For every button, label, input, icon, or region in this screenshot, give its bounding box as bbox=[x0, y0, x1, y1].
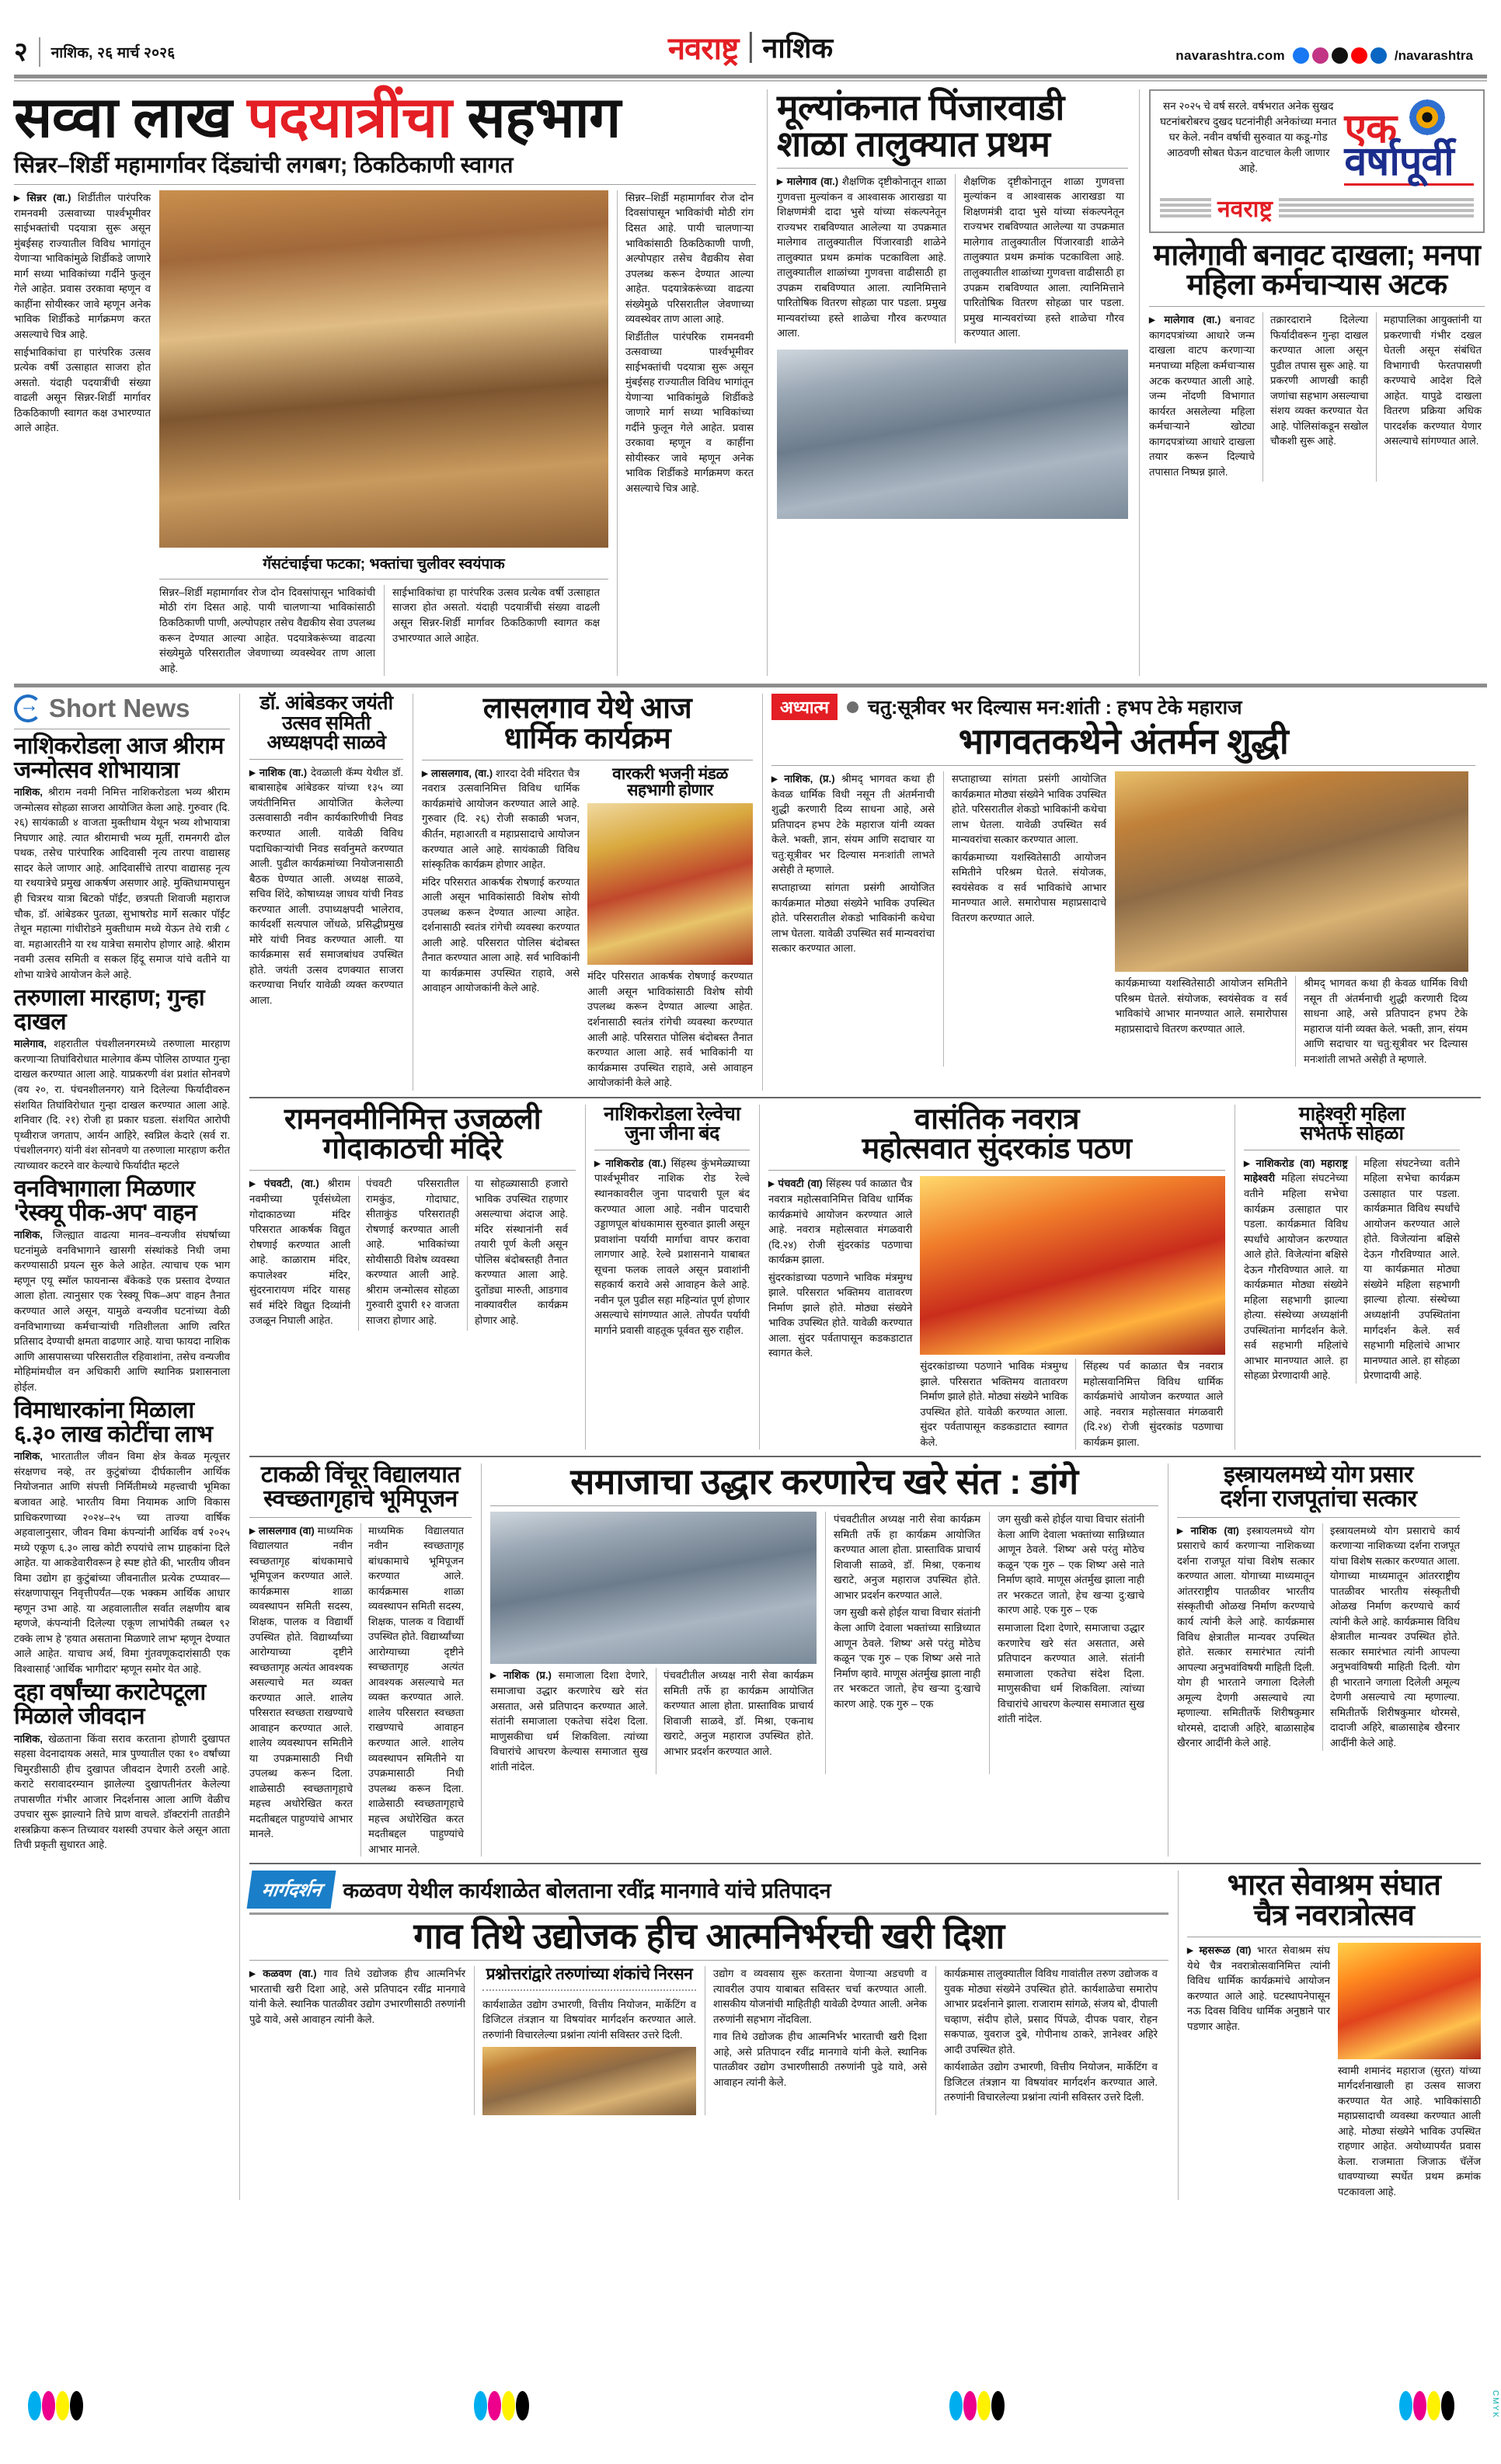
pinjarwadi-headline-line1: मूल्यांकनात पिंजारवाडी bbox=[777, 87, 1064, 127]
website-url[interactable]: navarashtra.com bbox=[1175, 47, 1285, 63]
israel-col1 bbox=[1177, 1523, 1315, 1751]
lead-headline-highlight: पदयात्रींचा bbox=[247, 86, 452, 149]
masthead-logo-group bbox=[668, 26, 833, 68]
row-a bbox=[249, 694, 1481, 1091]
lead-text-col3: साईभाविकांचा हा पारंपरिक उत्सव प्रत्येक वर्षी उत्साहात साजरा होत असतो. यंदाही पदयात्रींची संख्या वाढली असून सिन्नर-शिर्डी मार्गावर ठिकठिकाणी स्वागत कक्ष उभारण्यात आले आहेत. bbox=[384, 585, 600, 676]
malegaon-rule bbox=[1149, 306, 1485, 307]
story-malegaon bbox=[1149, 238, 1485, 482]
navratra-col3: सिंहस्थ पर्व काळात चैत्र नवरात्र महोत्सवानिमित्त विविध धार्मिक कार्यक्रमांचे आयोजन करण्यात आले आहे. नवरात्र महोत्सवात मंगळवारी (दि.२४) रोजी सुंदरकांड पठणाचा कार्यक्रम झाला. bbox=[1075, 1359, 1223, 1450]
lasalgaon-kicker-l1: वारकरी भजनी मंडळ bbox=[612, 764, 728, 783]
margadarshan-tag: मार्गदर्शन bbox=[247, 1871, 336, 1909]
sn1-headline: नाशिकरोडला आज श्रीराम जन्मोत्सव शोभायात्रा bbox=[14, 733, 224, 783]
lead-col4-text: सिन्नर–शिर्डी महामार्गावर रोज दोन दिवसांपासून भाविकांची मोठी रांग दिसत आहे. पायी चालणाऱ्या भाविकांसाठी ठिकठिकाणी पाणी, अल्पोपहार तसेच वैद्यकीय सेवा उपलब्ध करून देण्यात आल्या आहेत. पदयात्रेकरूंच्या वाढत्या संख्येमुळे परिसरातील जेवणाच्या व्यवस्थेवर ताण आला आहे. bbox=[625, 191, 754, 325]
swatch-black bbox=[991, 2391, 1005, 2420]
lasalgaon-headline-line2: धार्मिक कार्यक्रम bbox=[503, 722, 671, 755]
adhyatma-kicker: चतु:सूत्रीवर भर दिल्यास मन:शांती : हभप टेके महाराज bbox=[867, 697, 1242, 719]
takli-text: माध्यमिक विद्यालयात नवीन स्वच्छतागृह बांधकामाचे भूमिपूजन करण्यात आले. कार्यक्रमास शाळा व्यवस्थापन समिती सदस्य, शिक्षक, पालक व विद्यार्थी उपस्थित होते. विद्यार्थ्यांच्या आरोग्याच्या दृष्टीने स्वच्छतागृह अत्यंत आवश्यक असल्याचे मत व्यक्त करण्यात आले. शालेय परिसरात स्वच्छता राखण्याचे आवाहन करण्यात आले. शालेय व्यवस्थापन समितीने या उपक्रमासाठी निधी उपलब्ध करून दिला. शाळेसाठी स्वच्छतागृहाचे महत्त्व अधोरेखित करत मदतीबद्दल पाहुण्यांचे आभार मानले. bbox=[249, 1524, 353, 1840]
lasalgaon-col1b: मंदिर परिसरात आकर्षक रोषणाई करण्यात आली असून भाविकांसाठी विशेष सोयी उपलब्ध करून देण्यात आल्या आहेत. दर्शनासाठी स्वतंत्र रांगेची व्यवस्था करण्यात आली आहे. परिसरात पोलिस बंदोबस्त तैनात करण्यात आला आहे. सर्व भाविकांनी या कार्यक्रमास उपस्थित राहावे, असे आवाहन आयोजकांनी केले आहे. bbox=[422, 875, 580, 994]
row-b bbox=[249, 1102, 1481, 1450]
masthead-left bbox=[14, 37, 175, 67]
railway-dateline: ▶ नाशिकरोड (वा.) bbox=[594, 1157, 667, 1169]
godakath-headline-line2: गोदाकाठची मंदिरे bbox=[322, 1133, 503, 1166]
adhyatma-col3: कार्यक्रमाच्या यशस्वितेसाठी आयोजन समितीने परिश्रम घेतले. संयोजक, स्वयंसेवक व सर्व भाविकांचे आभार मानण्यात आले. समारोपास महाप्रसादाचे वितरण करण्यात आले. bbox=[1115, 977, 1287, 1035]
swatch-yellow bbox=[502, 2391, 515, 2420]
navarashtra-brand: नवराष्ट्र bbox=[1217, 196, 1273, 222]
logo-divider bbox=[749, 32, 751, 63]
sant-rule bbox=[490, 1505, 1158, 1506]
instagram-icon[interactable] bbox=[1312, 47, 1329, 64]
israel-rule bbox=[1177, 1517, 1460, 1518]
godakath-col1-text: श्रीराम नवमीच्या पूर्वसंध्येला गोदाकाठच्या मंदिर परिसरात आकर्षक विद्युत रोषणाई करण्यात आली आहे. काळाराम मंदिर, कपालेश्वर मंदिर, सुंदरनारायण मंदिर यासह सर्व मंदिरे विद्युत दिव्यांनी उजळून निघाली आहेत. bbox=[249, 1178, 350, 1327]
malegaon-headline-line2: महिला कर्मचाऱ्यास अटक bbox=[1186, 269, 1447, 302]
israel-dateline: ▶ नाशिक (वा) bbox=[1177, 1525, 1239, 1537]
adhyatma-col4: श्रीमद् भागवत कथा ही केवळ धार्मिक विधी नसून ती अंतर्मनाची शुद्धी करणारी दिव्य साधना आहे, असे प्रतिपादन हभप टेके महाराज यांनी व्यक्त केले. भक्ती, ज्ञान, संयम आणि सदाचार या चतु:सूत्रीवर भर दिल्यास मनःशांती लाभते असेही ते म्हणाले. bbox=[1295, 976, 1468, 1067]
godakath-col3: या सोहळ्यासाठी हजारो भाविक उपस्थित राहणार असल्याचा अंदाज आहे. मंदिर संस्थानांनी सर्व तयारी पूर्ण केली असून पोलिस बंदोबस्तही तैनात करण्यात आला आहे. दुतोंड्या मारुती, आडगाव नाक्यावरील कार्यक्रम होणार आहे. bbox=[467, 1176, 568, 1331]
adhyatma-col2-text: सप्ताहाच्या सांगता प्रसंगी आयोजित कार्यक्रमात मोठ्या संख्येने भाविक उपस्थित होते. परिसरातील शेकडो भाविकांनी कथेचा लाभ घेतला. यावेळी उपस्थित सर्व मान्यवरांचा सत्कार करण्यात आला. bbox=[952, 773, 1106, 846]
story-sant bbox=[481, 1463, 1158, 1857]
sant-photo bbox=[490, 1512, 817, 1664]
navratra-headline-line1: वासंतिक नवरात्र bbox=[914, 1102, 1079, 1136]
row-c bbox=[249, 1463, 1481, 1857]
pinjarwadi-body: शैक्षणिक दृष्टीकोनातून शाळा गुणवत्ता मुल्यांकन व आश्वासक आराखडा या शिक्षणमंत्री दादा भुसे यांच्या संकल्पनेतून राज्यभर राबविण्यात आलेल्या या उपक्रमात मालेगाव तालुक्यातील पिंजारवाडी शाळेने तालुक्यात प्रथम क्रमांक पटकाविला आहे. तालुक्यातील शाळांच्या गुणवत्ता वाढीसाठी हा उपक्रम राबविण्यात आला. त्यानिमित्ताने पारितोषिक वितरण सोहळा पार पडला. प्रमुख मान्यवरांच्या हस्ते शाळेचा गौरव करण्यात आला. bbox=[777, 175, 946, 339]
railway-text: सिंहस्थ कुंभमेळ्याच्या पार्श्वभूमीवर नाशिक रोड रेल्वे स्थानकावरील जुना पादचारी पूल बंद करण्यात आला आहे. नवीन पादचारी उड्डाणपूल बांधकामास सुरुवात झाली असून प्रवाशांना पर्यायी मार्गाचा वापर करावा लागणार आहे. रेल्वे प्रशासनाने याबाबत सूचना फलक लावले असून प्रवाशांनी सहकार्य करावे असे आवाहन केले आहे. नवीन पूल पुढील सहा महिन्यांत पूर्ण होणार असल्याचे सांगण्यात आले. तोपर्यंत पर्यायी मार्गाने प्रवासी वाहतूक पूर्ववत सुरु राहील. bbox=[594, 1157, 750, 1336]
sn5-text: खेळताना किंवा सराव करताना होणारी दुखापत सहसा वेदनादायक असते, मात्र पुण्यातील एका १० वर्षांच्या चिमुरडीसाठी हीच दुखापत जीवदान देणारी ठरली आहे. कराटे सरावादरम्यान झालेल्या दुखापतीनंतर केलेल्या तपासणीत गंभीर आजार निदर्शनास आला आणि वेळीच उपचार सुरू झाल्याने तिचे प्राण वाचले. डॉक्टरांनी तातडीने शस्त्रक्रिया करून तिच्यावर यशस्वी उपचार केले असून आता तिची प्रकृती सुधारत आहे. bbox=[14, 1732, 230, 1851]
margadarshan-subbox-title: प्रश्नोत्तरांद्वारे तरुणांच्या शंकांचे निरसन bbox=[486, 1965, 693, 1984]
malegaon-col1-text: बनावट कागदपत्रांच्या आधारे जन्म दाखला वाटप करणाऱ्या मनपाच्या महिला कर्मचाऱ्यास अटक करण्यात आली आहे. जन्म नोंदणी विभागात कार्यरत असलेल्या महिला कर्मचाऱ्याने खोट्या कागदपत्रांच्या आधारे दाखला तयार करून दिल्याचे तपासात निष्पन्न झाले. bbox=[1149, 314, 1255, 478]
lead-col4-text2: शिर्डीतील पारंपरिक रामनवमी उत्सवाच्या पार्श्वभूमीवर साईभक्तांची पदयात्रा सुरू असून मुंबईसह राज्यातील विविध भागांतून येणाऱ्या भाविकांमुळे शिर्डीकडे जाणारे मार्ग सध्या भाविकांच्या गर्दीने फुलून गेले आहेत. प्रवास उरकावा म्हणून व काहींना सोयीस्कर जावे म्हणून अनेक भाविक शिर्डीकडे मार्गक्रमण करत असल्याचे चित्र आहे. bbox=[625, 330, 754, 495]
sevashram-col1 bbox=[1187, 1943, 1330, 2200]
masthead bbox=[14, 0, 1487, 71]
takli-dateline: ▶ लासलगाव (वा) bbox=[249, 1525, 315, 1537]
youtube-icon[interactable] bbox=[1351, 47, 1367, 64]
sn4-text: भारतातील जीवन विमा क्षेत्र केवळ मृत्यूत्तर संरक्षणच नव्हे, तर कुटुंबांच्या दीर्घकालीन आर्थिक नियोजनात आणि संपत्ती निर्मितीमध्ये महत्त्वाची भूमिका बजावत आहे. भारतीय विमा नियामक आणि विकास प्राधिकरणाच्या २०२४–२५ च्या ताज्या वार्षिक अहवालानुसार, जीवन विमा कंपन्यांनी आर्थिक वर्ष २०२५ मध्ये एकूण ६.३० लाख कोटी रुपयांचे लाभ ग्राहकांना दिले आहेत. या आकडेवारीवरून हे स्पष्ट होते की, भारतीय जीवन विमा उद्योग हा कुटुंबांच्या जीवनातील प्रत्येक टप्प्यावर—संरक्षणापासून निवृत्तीपर्यंत—एक भक्कम आर्थिक आधार म्हणून उभा आहे. या अहवालातील सर्वात लक्षणीय बाब म्हणजे, कंपन्यांनी दिलेल्या एकूण लाभांपैकी तब्बल ९२ टक्के लाभ हे 'हयात असताना मिळणारे लाभ' म्हणून देण्यात आले आहेत. याचाच अर्थ, विमा गुंतवणूकदारांसाठी एक विश्वासार्ह 'आर्थिक भागीदार' म्हणून समोर येत आहे. bbox=[14, 1450, 230, 1675]
masthead-date: नाशिक, २६ मार्च २०२६ bbox=[50, 45, 176, 61]
pinjarwadi-text-col1 bbox=[777, 174, 946, 343]
ek-varshapurvi-box bbox=[1149, 89, 1485, 233]
pinjarwadi-headline-line2: शाळा तालुक्यात प्रथम bbox=[777, 123, 1050, 164]
story-godakath bbox=[249, 1102, 576, 1450]
swatch-cyan bbox=[1399, 2391, 1412, 2420]
sevashram-dateline: ▶ म्हसरूळ (वा) bbox=[1187, 1944, 1252, 1956]
railway-body bbox=[594, 1156, 750, 1338]
swatch-cyan bbox=[949, 2391, 963, 2420]
lead-col1-text: शिर्डीतील पारंपरिक रामनवमी उत्सवाच्या पार्श्वभूमीवर साईभक्तांची पदयात्रा सुरू असून मुंबईसह राज्यातील विविध भागांतून येणाऱ्या भाविकांमुळे शिर्डीकडे जाणारे मार्ग सध्या भाविकांच्या गर्दीने फुलून गेले आहेत. प्रवास उरकावा म्हणून व काहींना सोयीस्कर जावे म्हणून अनेक भाविक शिर्डीकडे मार्गक्रमण करत असल्याचे चित्र आहे. bbox=[14, 191, 151, 340]
navratra-rule bbox=[768, 1170, 1225, 1171]
short-news-title-a: Short bbox=[49, 694, 124, 723]
godakath-headline-line1: रामनवमीनिमित्त उजळली bbox=[284, 1102, 542, 1136]
lasalgaon-col1-text: शारदा देवी मंदिरात चैत्र नवरात्र उत्सवानिमित्त विविध धार्मिक कार्यक्रमांचे आयोजन करण्यात आले आहे. गुरुवार (दि. २६) रोजी सकाळी भजन, कीर्तन, महाआरती व महाप्रसादाचे आयोजन करण्यात आले आहे. सायंकाळी विविध सांस्कृतिक कार्यक्रम होणार आहेत. bbox=[422, 767, 580, 871]
lasalgaon-dateline: ▶ लासलगाव, (वा.) bbox=[422, 767, 493, 779]
margadarshan-subbox-rule bbox=[482, 1989, 696, 1991]
railway-headline-line1: नाशिकरोडला रेल्वेचा bbox=[604, 1102, 740, 1125]
malegaon-col3: महापालिका आयुक्तांनी या प्रकरणाची गंभीर दखल घेतली असून संबंधित विभागाची फेरतपासणी करण्याचे आदेश दिले आहेत. यापुढे दाखला वितरण प्रक्रिया अधिक पारदर्शक करण्यात येणार असल्याचे सांगण्यात आले. bbox=[1376, 312, 1482, 482]
story-maheshwari bbox=[1235, 1102, 1460, 1450]
sant-col3 bbox=[825, 1512, 980, 1774]
sevashram-photo bbox=[1338, 1943, 1481, 2059]
right-rail bbox=[1139, 89, 1485, 676]
facebook-icon[interactable] bbox=[1293, 47, 1309, 64]
swatch-black bbox=[1441, 2391, 1454, 2420]
adhyatma-col1 bbox=[771, 771, 935, 1067]
navratra-photo-block bbox=[920, 1176, 1225, 1450]
lead-photo-block bbox=[159, 190, 608, 676]
margadarshan-col3 bbox=[705, 1966, 927, 2115]
takli-headline-line2: स्वच्छतागृहाचे भूमिपूजन bbox=[263, 1485, 458, 1512]
sant-col1-text: समाजाला दिशा देणारे, समाजाचा उद्धार करणारेच खरे संत असतात, असे प्रतिपादन करण्यात आले. संतांनी समाजाला एकतेचा संदेश दिला. माणुसकीचा धर्म शिकविला. त्यांच्या विचारांचे आचरण केल्यास समाजात सुख शांती नांदेल. bbox=[490, 1669, 648, 1773]
colorbar-3 bbox=[949, 2391, 1005, 2420]
godakath-col1 bbox=[249, 1176, 350, 1331]
edition-name: नाशिक bbox=[762, 32, 834, 64]
sn2-body bbox=[14, 1036, 230, 1173]
sant-col3-text: पंचवटीतील अध्यक्ष नारी सेवा कार्यक्रम समिती तर्फे हा कार्यक्रम आयोजित करण्यात आला होता. प्रास्ताविक प्राचार्य शिवाजी साळवे, डॉ. मिश्रा, एकनाथ खराटे, अनुज महाराज उपस्थित होते. आभार प्रदर्शन करण्यात आले. bbox=[834, 1513, 980, 1601]
margadarshan-col3-text: उद्योग व व्यवसाय सुरू करताना येणाऱ्या अडचणी व त्यावरील उपाय याबाबत सविस्तर चर्चा करण्यात आली. शासकीय योजनांची माहितीही यावेळी देण्यात आली. अनेक तरुणांनी सहभाग नोंदविला. bbox=[713, 1968, 927, 2025]
sn4-headline: विमाधारकांना मिळाला ६.३० लाख कोटींचा लाभ bbox=[14, 1397, 213, 1447]
lasalgaon-col1 bbox=[422, 766, 580, 1091]
margadarshan-kicker-row bbox=[249, 1871, 1168, 1909]
sn5-headline: दहा वर्षांच्या कराटेपटूला मिळाले जीवदान bbox=[14, 1679, 206, 1729]
maheshwari-headline-line2: सभेतर्फे सोहळा bbox=[1300, 1122, 1404, 1145]
swatch-yellow bbox=[977, 2391, 991, 2420]
sant-col1 bbox=[490, 1668, 648, 1774]
maheshwari-dateline: ▶ नाशिकरोड (वा) महाराष्ट्र माहेश्वरी bbox=[1244, 1157, 1348, 1185]
navratra-col2: सुंदरकांडाच्या पठणाने भाविक मंत्रमुग्ध झाले. परिसरात भक्तिमय वातावरण निर्माण झाले होते. मोठ्या संख्येने भाविक उपस्थित होते. यावेळी करण्यात आला. सुंदर पर्वतापासून कडकडाटात स्वागत केले. bbox=[920, 1360, 1068, 1448]
sant-col3b: जग सुखी कसे होईल याचा विचार संतांनी केला आणि देवाला भक्तांच्या सान्निध्यात आणून ठेवले. 'शिष्य' असे परंतु मोठेच कळून 'एक गुरु – एक शिष्य' असे नाते निर्माण व्हावे. माणूस अंतर्मुख झाला नाही तर भरकटत जातो, हेच खऱ्या दु:खाचे कारण आहे. एक गुरु – एक bbox=[834, 1606, 980, 1710]
sant-col4b: समाजाला दिशा देणारे, समाजाचा उद्धार करणारेच खरे संत असतात, असे प्रतिपादन करण्यात आले. संतांनी समाजाला एकतेचा संदेश दिला. माणुसकीचा धर्म शिकविला. त्यांच्या विचारांचे आचरण केल्यास समाजात सुख शांती नांदेल. bbox=[998, 1621, 1144, 1725]
masthead-divider bbox=[39, 37, 40, 67]
ambedkar-headline: डॉ. आंबेडकर जयंती उत्सव समिती अध्यक्षपदी साळवे bbox=[259, 692, 393, 754]
adhyatma-kicker-row bbox=[771, 694, 1475, 720]
epv-word1: एक bbox=[1344, 106, 1397, 151]
lead-text-col2: सिन्नर–शिर्डी महामार्गावर रोज दोन दिवसांपासून भाविकांची मोठी रांग दिसत आहे. पायी चालणाऱ्या भाविकांसाठी ठिकठिकाणी पाणी, अल्पोपहार तसेच वैद्यकीय सेवा उपलब्ध करून देण्यात आल्या आहेत. पदयात्रेकरूंच्या वाढत्या संख्येमुळे परिसरातील जेवणाच्या व्यवस्थेवर ताण आला आहे. bbox=[159, 586, 375, 674]
lead-photo bbox=[159, 190, 608, 548]
linkedin-icon[interactable] bbox=[1370, 47, 1387, 64]
pinjarwadi-rule bbox=[777, 168, 1128, 169]
margadarshan-photo bbox=[482, 2047, 696, 2115]
adhyatma-col1-text: श्रीमद् भागवत कथा ही केवळ धार्मिक विधी नसून ती अंतर्मनाची शुद्धी करणारी दिव्य साधना आहे, असे प्रतिपादन हभप टेके महाराज यांनी व्यक्त केले. भक्ती, ज्ञान, संयम आणि सदाचार या चतु:सूत्रीवर भर दिल्यास मनःशांती लाभते असेही ते म्हणाले. bbox=[771, 773, 935, 876]
story-takli bbox=[249, 1463, 472, 1857]
page-number: २ bbox=[14, 37, 28, 67]
margadarshan-col1-text: गाव तिथे उद्योजक हीच आत्मनिर्भर भारताची खरी दिशा आहे, असे प्रतिपादन रवींद्र मानगावे यांनी केले. स्थानिक पातळीवर उद्योग उभारणीसाठी तरुणांनी पुढे यावे, असे आवाहन त्यांनी केले. bbox=[249, 1968, 465, 2025]
epv-word2: वर्षापूर्वी bbox=[1344, 138, 1454, 184]
swatch-black bbox=[516, 2391, 529, 2420]
ambedkar-rule bbox=[249, 759, 403, 760]
malegaon-col1 bbox=[1149, 312, 1255, 482]
lead-band bbox=[14, 86, 1487, 676]
sn1-dateline: नाशिक, bbox=[14, 786, 43, 799]
main-grid bbox=[239, 694, 1481, 2199]
social-icons bbox=[1293, 47, 1387, 64]
row-b-bottom-rule bbox=[249, 1456, 1481, 1457]
sant-col4-text: जग सुखी कसे होईल याचा विचार संतांनी केला आणि देवाला भक्तांच्या सान्निध्यात आणून ठेवले. 'शिष्य' असे परंतु मोठेच कळून 'एक गुरु – एक शिष्य' असे नाते निर्माण व्हावे. माणूस अंतर्मुख झाला नाही तर भरकटत जातो, हेच खऱ्या दु:खाचे कारण आहे. एक गुरु – एक bbox=[998, 1513, 1144, 1617]
sevashram-headline-line1: भारत सेवाश्रम संघात bbox=[1227, 1869, 1441, 1902]
maheshwari-col1 bbox=[1244, 1156, 1348, 1383]
navratra-photo bbox=[920, 1176, 1225, 1355]
godakath-dateline: ▶ पंचवटी, (वा.) bbox=[249, 1178, 319, 1189]
takli-headline-line1: टाकळी विंचूर विद्यालयात bbox=[260, 1462, 461, 1488]
lead-dateline: ▶ सिन्नर (वा.) bbox=[14, 192, 71, 204]
colorbar-1 bbox=[28, 2391, 83, 2420]
newspaper-logo: नवराष्ट्र bbox=[667, 32, 739, 66]
story-sevashram bbox=[1178, 1871, 1481, 2199]
margadarshan-dateline: ▶ कळवण (वा.) bbox=[249, 1968, 317, 1979]
band-2 bbox=[14, 694, 1487, 2199]
story-navratra bbox=[759, 1102, 1225, 1450]
margadarshan-col4 bbox=[935, 1966, 1158, 2115]
adhyatma-dateline: ▶ नाशिक, (प्र.) bbox=[771, 773, 835, 785]
story-adhyatma bbox=[762, 694, 1475, 1091]
adhyatma-photo bbox=[1115, 771, 1468, 972]
sn3-text: जिल्ह्यात वाढत्या मानव–वन्यजीव संघर्षाच्या घटनांमुळे वनविभागाने खासगी संस्थांकडे निधी जमा करण्यासाठी प्रयत्न सुरु केले आहेत. त्याचाच एक भाग म्हणून एयू स्मॉल फायनान्स बँकेकडे एक प्रस्ताव देण्यात आला होता. त्यानुसार एक 'रेस्क्यू पिक–अप' वाहन तैनात करण्यात आले असून, यामुळे वन्यजीव घटनांच्या वेळी वनविभागाच्या कर्मचाऱ्यांची गतिशीलता आणि त्वरित प्रतिसाद देण्याची क्षमता वाढणार आहे. याचा फायदा नाशिक आणि आसपासच्या परिसरातील रहिवाशांना, तसेच वन्यजीव मोहिमांमधील वन अधिकारी आणि स्थानिक प्रशासनाला होईल. bbox=[14, 1229, 230, 1393]
maheshwari-col2: महिला संघटनेच्या वतीने महिला सभेचा कार्यक्रम उत्साहात पार पडला. कार्यक्रमात विविध स्पर्धांचे आयोजन करण्यात आले होते. विजेत्यांना बक्षिसे देऊन गौरविण्यात आले. या कार्यक्रमात मोठ्या संख्येने महिला सहभागी झाल्या होत्या. संस्थेच्या अध्यक्षांनी उपस्थितांना मार्गदर्शन केले. सर्व सहभागी महिलांचे आभार मानण्यात आले. हा सोहळा प्रेरणादायी आहे. bbox=[1356, 1156, 1460, 1383]
short-news-item-5 bbox=[14, 1681, 230, 1852]
lead-text-col1 bbox=[14, 190, 151, 676]
sant-headline: समाजाचा उद्धार करणारेच खरे संत : डांगे bbox=[570, 1461, 1078, 1502]
sn3-headline: वनविभागाला मिळणार 'रेस्क्यू पीक-अप' वाहन bbox=[14, 1176, 197, 1226]
navratra-col1b: सुंदरकांडाच्या पठणाने भाविक मंत्रमुग्ध झाले. परिसरात भक्तिमय वातावरण निर्माण झाले होते. मोठ्या संख्येने भाविक उपस्थित होते. यावेळी करण्यात आला. सुंदर पर्वतापासून कडकडाटात स्वागत केले. bbox=[768, 1271, 913, 1359]
israel-text: इस्त्रायलमध्ये योग प्रसाराचे कार्य करणाऱ्या नाशिकच्या दर्शना राजपूत यांचा विशेष सत्कार करण्यात आला. योगाच्या माध्यमातून आंतरराष्ट्रीय पातळीवर भारतीय संस्कृतीची ओळख निर्माण करण्याचे कार्य त्यांनी केले आहे. कार्यक्रमास विविध क्षेत्रातील मान्यवर उपस्थित होते. सत्कार समारंभात त्यांनी आपल्या अनुभवांविषयी माहिती दिली. योग ही भारताने जगाला दिलेली अमूल्य देणगी असल्याचे त्या म्हणाल्या. समितीतर्फे शिरीषकुमार थोरमसे, दादाजी अहिरे, बाळासाहेब खैरनार आदींनी केले आहे. bbox=[1177, 1524, 1315, 1749]
short-news-item-2 bbox=[14, 987, 230, 1173]
masthead-right bbox=[1175, 47, 1473, 64]
pinjarwadi-photo bbox=[777, 350, 1128, 519]
swatch-yellow bbox=[56, 2391, 69, 2420]
ambedkar-text: देवळाली कॅम्प येथील डॉ. बाबासाहेब आंबेडकर यांच्या १३५ व्या जयंतीनिमित्त आयोजित केलेल्या उत्सवासाठी नवीन कार्यकारिणीची निवड करण्यात आली. यावेळी विविध पदाधिकाऱ्यांची निवड सर्वानुमते करण्यात आली. पुढील कार्यक्रमांच्या नियोजनासाठी बैठक घेण्यात आली. अध्यक्ष साळवे, सचिव शिंदे, कोषाध्यक्ष जाधव यांची निवड करण्यात आली. उपाध्यक्षपदी भालेराव, कार्यदर्शी सत्यपाल जोंधळे, प्रसिद्धीप्रमुख मोरे यांची निवड करण्यात आली. या कार्यक्रमास सर्व समाजबांधव उपस्थित होते. जयंती उत्सव दणक्यात साजरा करण्याचा निर्धार यावेळी व्यक्त करण्यात आला. bbox=[249, 766, 403, 1006]
margadarshan-col4-text: कार्यक्रमास तालुक्यातील विविध गावांतील तरुण उद्योजक व युवक मोठ्या संख्येने उपस्थित होते. कार्यशाळेचा समारोप आभार प्रदर्शनाने झाला. राजाराम सांगळे, संजय बो, दीपाली चव्हाण, संदीप होले, प्रसाद पिंपळे, दीपक पवार, रोहन सकपाळ, युवराज दुबे, गोपीनाथ ठाकरे, ज्ञानेश्वर अहिरे आदी उपस्थित होते. bbox=[944, 1968, 1158, 2055]
sn2-text: शहरातील पंचशीलनगरमध्ये तरुणाला मारहाण करणाऱ्या तिघांविरोधात मालेगाव कॅम्प पोलिस ठाण्यात गुन्हा दाखल करण्यात आला आहे. याप्रकरणी वंश प्रशांत सोनवणे (वय २०, रा. पंचनशीलनगर) याने दिलेल्या फिर्यादीवरुन संशयित तिघांविरोधात गुन्हा दाखल करण्यात आला आहे. शनिवार (दि. २१) रोजी हा प्रकार घडला. संशयित आरोपी पृथ्वीराज जगताप, आर्यन आहिरे, स्वप्निल केदारे (सर्व रा. पंचशीलनगर) यांनी वंश सोनवणे या तरुणाला मारहाण करीत त्याच्यावर कटरने वार केल्याचे फिर्यादीत म्हटले bbox=[14, 1038, 230, 1171]
row-c-bottom-rule bbox=[249, 1863, 1481, 1864]
short-news-column bbox=[14, 694, 230, 2199]
navratra-headline-line2: महोत्सवात सुंदरकांड पठण bbox=[862, 1133, 1132, 1166]
adhyatma-col1b: सप्ताहाच्या सांगता प्रसंगी आयोजित कार्यक्रमात मोठ्या संख्येने भाविक उपस्थित होते. परिसरातील शेकडो भाविकांनी कथेचा लाभ घेतला. यावेळी उपस्थित सर्व मान्यवरांचा सत्कार करण्यात आला. bbox=[771, 882, 935, 955]
lead-subhead: सिन्नर–शिर्डी महामार्गावर दिंड्यांची लगबग; ठिकठिकाणी स्वागत bbox=[14, 153, 514, 179]
sn5-dateline: नाशिक, bbox=[14, 1732, 43, 1745]
margadarshan-col3b: गाव तिथे उद्योजक हीच आत्मनिर्भर भारताची खरी दिशा आहे, असे प्रतिपादन रवींद्र मानगावे यांनी केले. स्थानिक पातळीवर उद्योग उभारणीसाठी तरुणांनी पुढे यावे, असे आवाहन त्यांनी केले. bbox=[713, 2031, 927, 2088]
lead-headline-part1: सव्वा लाख bbox=[14, 86, 248, 149]
swatch-black bbox=[70, 2391, 83, 2420]
lasalgaon-photo bbox=[587, 803, 753, 965]
ek-varshapurvi-logo bbox=[1344, 99, 1474, 186]
swatch-yellow bbox=[1427, 2391, 1440, 2420]
lead-story bbox=[14, 86, 756, 676]
sn3-body bbox=[14, 1227, 230, 1394]
lead-photo-caption: गॅसटंचाईचा फटका; भक्तांचा चुलीवर स्वयंपाक bbox=[263, 555, 505, 572]
sn2-dateline: मालेगाव, bbox=[14, 1038, 47, 1050]
sn5-body bbox=[14, 1731, 230, 1853]
sn4-body bbox=[14, 1449, 230, 1676]
adhyatma-col2b: कार्यक्रमाच्या यशस्वितेसाठी आयोजन समितीने परिश्रम घेतले. संयोजक, स्वयंसेवक व सर्व भाविकांचे आभार मानण्यात आले. समारोपास महाप्रसादाचे वितरण करण्यात आले. bbox=[952, 851, 1106, 924]
adhyatma-headline: भागवतकथेने अंतर्मन शुद्धी bbox=[958, 721, 1289, 762]
story-railway bbox=[585, 1102, 750, 1450]
ek-varshapurvi-text: सन २०२५ चे वर्ष सरले. वर्षभरात अनेक सुखद घटनांबरोबरच दुखद घटनांनीही अनेकांच्या मनात घर केले. नवीन वर्षाची सुरुवात या कडू-गोड आठवणी सोबत घेऊन वाटचाल केली जाणार आहे. bbox=[1160, 100, 1337, 174]
malegaon-headline-line1: मालेगावी बनावट दाखला; मनपा bbox=[1153, 238, 1481, 272]
story-lasalgaon bbox=[413, 694, 753, 1091]
ambedkar-dateline: ▶ नाशिक (वा.) bbox=[249, 767, 307, 778]
israel-col2: इस्त्रायलमध्ये योग प्रसाराचे कार्य करणाऱ्या नाशिकच्या दर्शना राजपूत यांचा विशेष सत्कार करण्यात आला. योगाच्या माध्यमातून आंतरराष्ट्रीय पातळीवर भारतीय संस्कृतीची ओळख निर्माण करण्याचे कार्य त्यांनी केले आहे. कार्यक्रमास विविध क्षेत्रातील मान्यवर उपस्थित होते. सत्कार समारंभात त्यांनी आपल्या अनुभवांविषयी माहिती दिली. योग ही भारताने जगाला दिलेली अमूल्य देणगी असल्याचे त्या म्हणाल्या. समितीतर्फे शिरीषकुमार थोरमसे, दादाजी अहिरे, बाळासाहेब खैरनार आदींनी केले आहे. bbox=[1322, 1523, 1460, 1751]
short-news-title-b: News bbox=[123, 694, 190, 723]
lasalgaon-kicker-l2: सहभागी होणार bbox=[627, 781, 713, 800]
takli-rule bbox=[249, 1517, 472, 1518]
lasalgaon-right bbox=[587, 766, 753, 1091]
story-ambedkar bbox=[249, 694, 403, 1091]
takli-col2: माध्यमिक विद्यालयात नवीन स्वच्छतागृह बांधकामाचे भूमिपूजन करण्यात आले. कार्यक्रमास शाळा व्यवस्थापन समिती सदस्य, शिक्षक, पालक व विद्यार्थी उपस्थित होते. विद्यार्थ्यांच्या आरोग्याच्या दृष्टीने स्वच्छतागृह अत्यंत आवश्यक असल्याचे मत व्यक्त करण्यात आले. शालेय परिसरात स्वच्छता राखण्याचे आवाहन करण्यात आले. शालेय व्यवस्थापन समितीने या उपक्रमासाठी निधी उपलब्ध करून दिला. शाळेसाठी स्वच्छतागृहाचे महत्त्व अधोरेखित करत मदतीबद्दल पाहुण्यांचे आभार मानले. bbox=[360, 1523, 464, 1857]
godakath-col2: पंचवटी परिसरातील रामकुंड, गोदाघाट, सीताकुंड परिसरातही रोषणाई करण्यात आली आहे. भाविकांच्या सोयीसाठी विशेष व्यवस्था करण्यात आली आहे. श्रीराम जन्मोत्सव सोहळा गुरुवारी दुपारी १२ वाजता साजरा होणार आहे. bbox=[358, 1176, 459, 1331]
sant-photo-block bbox=[490, 1512, 817, 1774]
margadarshan-rule bbox=[249, 1960, 1168, 1961]
maheshwari-text: महिला संघटनेच्या वतीने महिला सभेचा कार्यक्रम उत्साहात पार पडला. कार्यक्रमात विविध स्पर्धांचे आयोजन करण्यात आले होते. विजेत्यांना बक्षिसे देऊन गौरविण्यात आले. या कार्यक्रमात मोठ्या संख्येने महिला सहभागी झाल्या होत्या. संस्थेच्या अध्यक्षांनी उपस्थितांना मार्गदर्शन केले. सर्व सहभागी महिलांचे आभार मानण्यात आले. हा सोहळा प्रेरणादायी आहे. bbox=[1244, 1172, 1348, 1382]
lead-headline-part3: सहभाग bbox=[451, 86, 621, 149]
target-icon bbox=[1407, 97, 1447, 137]
arrow-circle-icon bbox=[14, 694, 42, 722]
sn2-headline: तरुणाला मारहाण; गुन्हा दाखल bbox=[14, 985, 205, 1035]
margadarshan-subbox bbox=[474, 1966, 696, 2115]
adhyatma-rule bbox=[771, 765, 1475, 766]
pinjarwadi-dateline: ▶ मालेगाव (वा.) bbox=[777, 176, 838, 187]
masthead-rule-thick bbox=[14, 75, 1487, 78]
sn4-dateline: नाशिक, bbox=[14, 1450, 43, 1463]
israel-headline-line2: दर्शना राजपूतांचा सत्कार bbox=[1220, 1485, 1417, 1512]
swatch-magenta bbox=[42, 2391, 55, 2420]
story-israel bbox=[1168, 1463, 1460, 1857]
x-icon[interactable] bbox=[1332, 47, 1348, 64]
row-d bbox=[249, 1871, 1481, 2199]
malegaon-dateline: ▶ मालेगाव (वा.) bbox=[1149, 314, 1221, 325]
lead-col1b-text: साईभाविकांचा हा पारंपरिक उत्सव प्रत्येक वर्षी उत्साहात साजरा होत असतो. यंदाही पदयात्रींची संख्या वाढली असून सिन्नर-शिर्डी मार्गावर ठिकठिकाणी स्वागत कक्ष उभारण्यात आले आहेत. bbox=[14, 346, 151, 434]
swatch-cyan bbox=[474, 2391, 487, 2420]
bullet-icon bbox=[847, 701, 858, 713]
sevashram-headline-line2: चैत्र नवरात्रोत्सव bbox=[1253, 1898, 1415, 1932]
sn3-dateline: नाशिक, bbox=[14, 1229, 43, 1241]
lead-rule bbox=[14, 184, 756, 185]
swatch-magenta bbox=[1413, 2391, 1426, 2420]
lasalgaon-col2: मंदिर परिसरात आकर्षक रोषणाई करण्यात आली असून भाविकांसाठी विशेष सोयी उपलब्ध करून देण्यात आल्या आहेत. दर्शनासाठी स्वतंत्र रांगेची व्यवस्था करण्यात आली आहे. परिसरात पोलिस बंदोबस्त तैनात करण्यात आला आहे. सर्व भाविकांनी या कार्यक्रमास उपस्थित राहावे, असे आवाहन आयोजकांनी केले आहे. bbox=[587, 970, 753, 1089]
swatch-magenta bbox=[488, 2391, 501, 2420]
pinjarwadi-text-col2: शैक्षणिक दृष्टीकोनातून शाळा गुणवत्ता मुल्यांकन व आश्वासक आराखडा या शिक्षणमंत्री दादा भुसे यांच्या संकल्पनेतून राज्यभर राबविण्यात आलेल्या या उपक्रमात मालेगाव तालुक्यातील पिंजारवाडी शाळेने तालुक्यात प्रथम क्रमांक पटकाविला आहे. तालुक्यातील शाळांच्या गुणवत्ता वाढीसाठी हा उपक्रम राबविण्यात आला. त्यानिमित्ताने पारितोषिक वितरण सोहळा पार पडला. प्रमुख मान्यवरांच्या हस्ते शाळेचा गौरव करण्यात आला. bbox=[955, 174, 1124, 343]
row-a-bottom-rule bbox=[249, 1097, 1481, 1098]
sn1-text: श्रीराम नवमी निमित्त नाशिकरोडला भव्य श्रीराम जन्मोत्सव सोहळा साजरा आयोजित केला आहे. गुरुवार (दि. २६) सायंकाळी ४ वाजता मुक्तीधाम येथून भव्य शोभायात्रा निघणार आहे. त्यात श्रीरामाची भव्य मूर्ती, रामनगरी ढोल पथक, तसेच पारंपारिक आदिवासी नृत्य तारपा वाद्यासह सादर केले जाणार आहे. आदिवासींचे तारपा वाद्यासह नृत्य या रथयात्रेचे प्रमुख आकर्षण असणार आहे. मुक्तिधामपासुन ही चित्ररथ यात्रा बिटको पॉईंट, छत्रपती शिवाजी महाराज चौक, डॉ. आंबेडकर पुतळा, सुभाषरोड मार्गे सत्कार पॉईंट तेथून महात्मा गांधीरोडने मुक्तीधाम मध्ये येऊन तेथे रात्री ८ वा. महाआरतीने या रथ यात्रेचा समारोप होणार आहे. श्रीराम नवमी उत्सव समिती व सकल हिंदू समाज यांचे वतीने या शोभा यात्रेचे आयोजन केले आहे. bbox=[14, 786, 230, 980]
lead-headline bbox=[14, 86, 756, 149]
lead-text-col4 bbox=[617, 190, 754, 676]
short-news-item-4 bbox=[14, 1399, 230, 1676]
adhyatma-col2 bbox=[943, 771, 1106, 1067]
takli-col1 bbox=[249, 1523, 353, 1857]
short-news-item-1 bbox=[14, 735, 230, 982]
malegaon-col2: तक्रारदाराने दिलेल्या फिर्यादीवरून गुन्हा दाखल करण्यात आला असून पुढील तपास सुरू आहे. या प्रकरणी आणखी काही जणांचा सहभाग असल्याचा संशय व्यक्त करण्यात येत आहे. पोलिसांकडून सखोल चौकशी सुरू आहे. bbox=[1262, 312, 1368, 482]
swatch-magenta bbox=[963, 2391, 977, 2420]
railway-headline-line2: जुना जीना बंद bbox=[625, 1122, 719, 1145]
sant-col2: पंचवटीतील अध्यक्ष नारी सेवा कार्यक्रम समिती तर्फे हा कार्यक्रम आयोजित करण्यात आला होता. प्रास्ताविक प्राचार्य शिवाजी साळवे, डॉ. मिश्रा, एकनाथ खराटे, अनुज महाराज उपस्थित होते. आभार प्रदर्शन करण्यात आले. bbox=[656, 1668, 813, 1774]
margadarshan-col4b: कार्यशाळेत उद्योग उभारणी, वित्तीय नियोजन, मार्केटिंग व डिजिटल तंत्रज्ञान या विषयांवर मार्गदर्शन करण्यात आले. तरुणांनी विचारलेल्या प्रश्नांना त्यांनी सविस्तर उत्तरे दिली. bbox=[944, 2061, 1158, 2104]
sn1-body bbox=[14, 785, 230, 982]
cmyk-label: CMYK bbox=[1491, 2390, 1499, 2419]
sant-col4 bbox=[989, 1512, 1144, 1774]
margadarshan-kicker: कळवण येथील कार्यशाळेत बोलताना रवींद्र मानगावे यांचे प्रतिपादन bbox=[343, 1879, 831, 1903]
maheshwari-headline-line1: माहेश्वरी महिला bbox=[1298, 1102, 1405, 1125]
story-pinjarwadi bbox=[767, 89, 1128, 676]
sevashram-col2: स्वामी शमानंद महाराज (सुरत) यांच्या मार्गदर्शनाखाली हा उत्सव साजरा करण्यात येत आहे. भाविकांसाठी महाप्रसादाची व्यवस्था करण्यात आली आहे. मोठ्या संख्येने भाविक उपस्थित राहणार आहेत. अयोध्यापर्यंत प्रवास केला. राजमाता जिजाऊ चॅलेंज धावण्याच्या स्पर्धेत प्रथम क्रमांक पटकावला आहे. bbox=[1338, 2064, 1481, 2198]
colorbar-4 bbox=[1399, 2391, 1454, 2420]
navratra-col1-text: सिंहस्थ पर्व काळात चैत्र नवरात्र महोत्सवानिमित्त विविध धार्मिक कार्यक्रमांचे आयोजन करण्यात आले आहे. नवरात्र महोत्सवात मंगळवारी (दि.२४) रोजी सुंदरकांड पठणाचा कार्यक्रम झाला. bbox=[768, 1178, 913, 1266]
margadarshan-col2: कार्यशाळेत उद्योग उभारणी, वित्तीय नियोजन, मार्केटिंग व डिजिटल तंत्रज्ञान या विषयांवर मार्गदर्शन करण्यात आले. तरुणांनी विचारलेल्या प्रश्नांना त्यांनी सविस्तर उत्तरे दिली. bbox=[482, 1998, 696, 2041]
adhyatma-tag: अध्यात्म bbox=[771, 694, 838, 720]
navratra-col1 bbox=[768, 1176, 912, 1450]
sant-dateline: ▶ नाशिक (प्र.) bbox=[490, 1669, 552, 1681]
short-news-title bbox=[49, 694, 190, 723]
swatch-cyan bbox=[28, 2391, 41, 2420]
colorbar-2 bbox=[474, 2391, 529, 2420]
sevashram-col1-text: भारत सेवाश्रम संघ येथे चैत्र नवरात्रोत्सवानिमित्त त्यांनी विविध धार्मिक कार्यक्रमांचे आयोजन करण्यात आले आहे. घटस्थापनेपासून नऊ दिवस विविध धार्मिक अनुष्ठाने पार पडणार आहेत. bbox=[1187, 1944, 1330, 2032]
lasalgaon-headline-line1: लासलगाव येथे आज bbox=[482, 692, 692, 726]
israel-headline-line1: इस्त्रायलमध्ये योग प्रसार bbox=[1224, 1462, 1413, 1488]
sevashram-photo-block bbox=[1338, 1943, 1481, 2200]
masthead-rule-thin bbox=[14, 80, 1487, 82]
margadarshan-headline: गाव तिथे उद्योजक हीच आत्मनिर्भरची खरी दिशा bbox=[413, 1916, 1005, 1957]
short-news-item-3 bbox=[14, 1178, 230, 1394]
ambedkar-body bbox=[249, 765, 403, 1008]
social-handle: /navarashtra bbox=[1394, 47, 1473, 63]
godakath-rule bbox=[249, 1170, 576, 1171]
margadarshan-col1 bbox=[249, 1966, 465, 2115]
navratra-dateline: ▶ पंचवटी (वा) bbox=[768, 1178, 823, 1189]
band-rule-1 bbox=[14, 684, 1487, 687]
story-margadarshan bbox=[249, 1871, 1168, 2199]
adhyatma-photo-block bbox=[1115, 771, 1468, 1067]
short-news-header bbox=[14, 694, 230, 723]
